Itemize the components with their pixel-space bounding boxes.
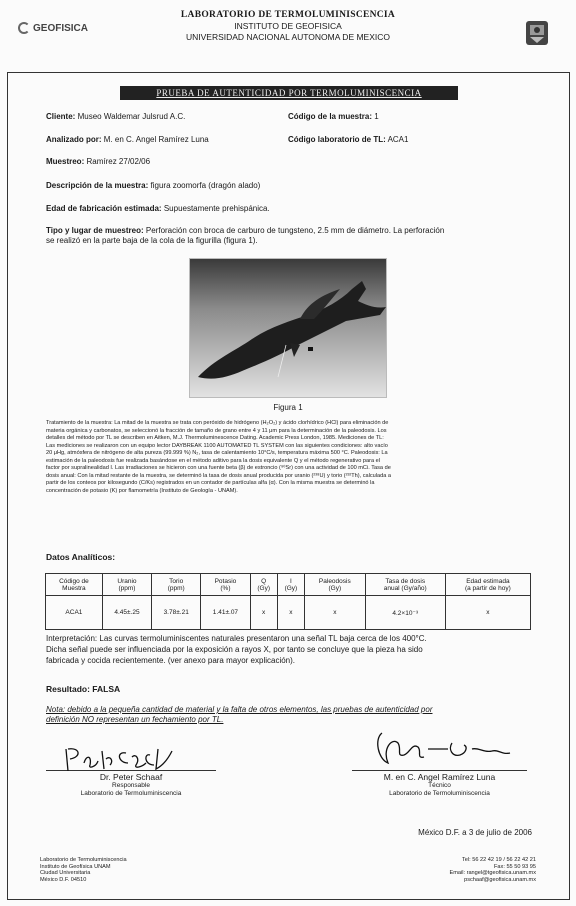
- unam-crest-icon: [522, 18, 552, 48]
- footer-contact: Tel: 56 22 42 19 / 56 22 42 21 Fax: 55 50 93 95 Email: rangel@tgeofisica.unam.mx pschaaf@geofisica.unam.mx: [449, 857, 536, 883]
- letterhead: [0, 6, 576, 58]
- table-cell: 3.78±.21: [152, 596, 201, 630]
- document-title: PRUEBA DE AUTENTICIDAD POR TERMOLUMINISCENCIA: [120, 86, 458, 100]
- table-cell: 4.2×10⁻³: [365, 596, 445, 630]
- figure-caption: Figura 1: [273, 403, 303, 412]
- signature-left: [46, 741, 216, 798]
- table-cell: x: [305, 596, 366, 630]
- table-header-cell: Tasa de dosis anual (Gy/año): [365, 574, 445, 596]
- date-line: México D.F. a 3 de julio de 2006: [418, 828, 532, 837]
- left-signer-lab: Laboratorio de Termoluminiscencia: [80, 790, 182, 797]
- table-cell: x: [277, 596, 304, 630]
- table-header-cell: Edad estimada (a partir de hoy): [445, 574, 530, 596]
- letterhead-text: [120, 10, 456, 43]
- signature-right: [352, 741, 527, 798]
- table-cell: 4.45±.25: [102, 596, 151, 630]
- table-cell: x: [445, 596, 530, 630]
- description-row: Descripción de la muestra: figura zoomorfa (dragón alado): [46, 181, 261, 190]
- table-header-cell: I (Gy): [277, 574, 304, 596]
- sample-code-row: Código de la muestra: 1: [288, 112, 379, 121]
- estimated-age-row: Edad de fabricación estimada: Supuestamente prehispánica.: [46, 204, 270, 213]
- description-value: figura zoomorfa (dragón alado): [150, 181, 261, 190]
- table-header-cell: Paleodosis (Gy): [305, 574, 366, 596]
- lab-code-value: ACA1: [387, 135, 409, 144]
- table-cell: 1.41±.07: [201, 596, 250, 630]
- result-label: Resultado: FALSA: [46, 684, 121, 694]
- estimated-age-value: Supuestamente prehispánica.: [163, 204, 270, 213]
- table-cell: ACA1: [46, 596, 103, 630]
- sampling-row: Muestreo: Ramírez 27/02/06: [46, 157, 151, 166]
- lab-name: LABORATORIO DE TERMOLUMINISCENCIA: [180, 10, 396, 20]
- sample-code-value: 1: [374, 112, 379, 121]
- lab-code-row: Código laboratorio de TL: ACA1: [288, 135, 409, 144]
- signature-ramirez-image: [352, 729, 527, 769]
- table-row: [46, 596, 531, 630]
- table-header-cell: Torio (ppm): [152, 574, 201, 596]
- university-name: UNIVERSIDAD NACIONAL AUTONOMA DE MEXICO: [185, 32, 391, 42]
- table-header-row: [46, 574, 531, 596]
- institute-name: INSTITUTO DE GEOFISICA: [234, 21, 342, 31]
- sampling-type-block: Tipo y lugar de muestreo: Perforación con broca de carburo de tungsteno, 2.5 mm de diámetro. La perforación se realizó en la parte baja de la cola de la figurilla (figura 1).: [46, 226, 445, 245]
- right-signer-lab: Laboratorio de Termoluminiscencia: [389, 790, 490, 797]
- sample-photo: [189, 258, 387, 398]
- right-signer-name: M. en C. Angel Ramírez Luna: [383, 772, 496, 782]
- interpretation-block: Interpretación: Las curvas termoluminiscentes naturales presentaron una señal TL baja cerca de los 400°C. Dicha señal puede ser influenciada por la exposición a rayos X, por tanto se concluye que la pieza ha sido fabricada y cocida recientemente. (ver anexo para mayor explicación).: [46, 634, 427, 665]
- table-header-cell: Uranio (ppm): [102, 574, 151, 596]
- note-block: Nota: debido a la pequeña cantidad de material y la falta de otros elementos, las pruebas de autenticidad por definición NO representan un fechamiento por TL.: [46, 705, 433, 724]
- geofisica-logo: GEOFISICA: [18, 22, 88, 34]
- table-header-cell: Q (Gy): [250, 574, 277, 596]
- client-row: Cliente: Museo Waldemar Julsrud A.C.: [46, 112, 186, 121]
- analyst-row: Analizado por: M. en C. Angel Ramírez Luna: [46, 135, 209, 144]
- analyst-value: M. en C. Angel Ramírez Luna: [103, 135, 209, 144]
- left-signer-name: Dr. Peter Schaaf: [99, 772, 163, 782]
- treatment-paragraph: Tratamiento de la muestra: La mitad de la muestra se trata con peróxido de hidrógeno (H₂O₂) y ácido clorhídrico (HCl) para eliminación de materia orgánica y carbonatos, se seleccionó la fracción de tamaño de grano entre 4 y 11 μm para la determinación de la paleodosis. Los detalles del método por TL se describen en Aitken, M.J. Thermoluminescence Dating. Academic Press London, 1985. Mediciones de TL: Las mediciones se realizaron con un equipo lector DAYBREAK 1100 AUTOMATED TL SYSTEM con las siguientes condiciones: alto vacío 20 μHg, atmósfera de nitrógeno de alta pureza (99.999 %) N₂, tasa de calentamiento 10°C/s, temperatura máxima 500 °C. Paleodosis: La estimación de la paleodosis fue realizada basándose en el método aditivo para la dosis equivalente Q y el método regenerativo para el factor por supralinealidad I. Las irradiaciones se hicieron con una fuente beta (β) de estroncio (⁹⁰Sr) con una actividad de 100 mCi. Tasa de dosis anual: Con la mitad restante de la muestra, se determinó la tasa de dosis anual producida por uranio (²³⁸U) y torio (²³²Th), calculada a partir de los conteos por kilosegundo (C/Ks) registrados en un contador de partículas alfa (α). Con la misma muestra se determinó la concentración de potasio (K) por flamometría (Instituto de Geología - UNAM).: [46, 420, 391, 494]
- client-value: Museo Waldemar Julsrud A.C.: [77, 112, 186, 121]
- table-header-cell: Potasio (%): [201, 574, 250, 596]
- left-signer-role: Responsable: [112, 782, 150, 789]
- analytics-title: Datos Analíticos:: [46, 552, 116, 562]
- signature-schaaf-image: [46, 741, 216, 775]
- analytics-table: [45, 573, 531, 630]
- table-cell: x: [250, 596, 277, 630]
- geofisica-logo-icon: [18, 22, 30, 34]
- table-header-cell: Código de Muestra: [46, 574, 103, 596]
- sampling-value: Ramírez 27/02/06: [86, 157, 151, 166]
- footer-address: Laboratorio de Termoluminiscencia Instituto de Geofísica UNAM Ciudad Universitaria México D.F. 04510: [40, 857, 127, 883]
- dragon-figurine-image: [190, 259, 387, 398]
- right-signer-role: Técnico: [428, 782, 451, 789]
